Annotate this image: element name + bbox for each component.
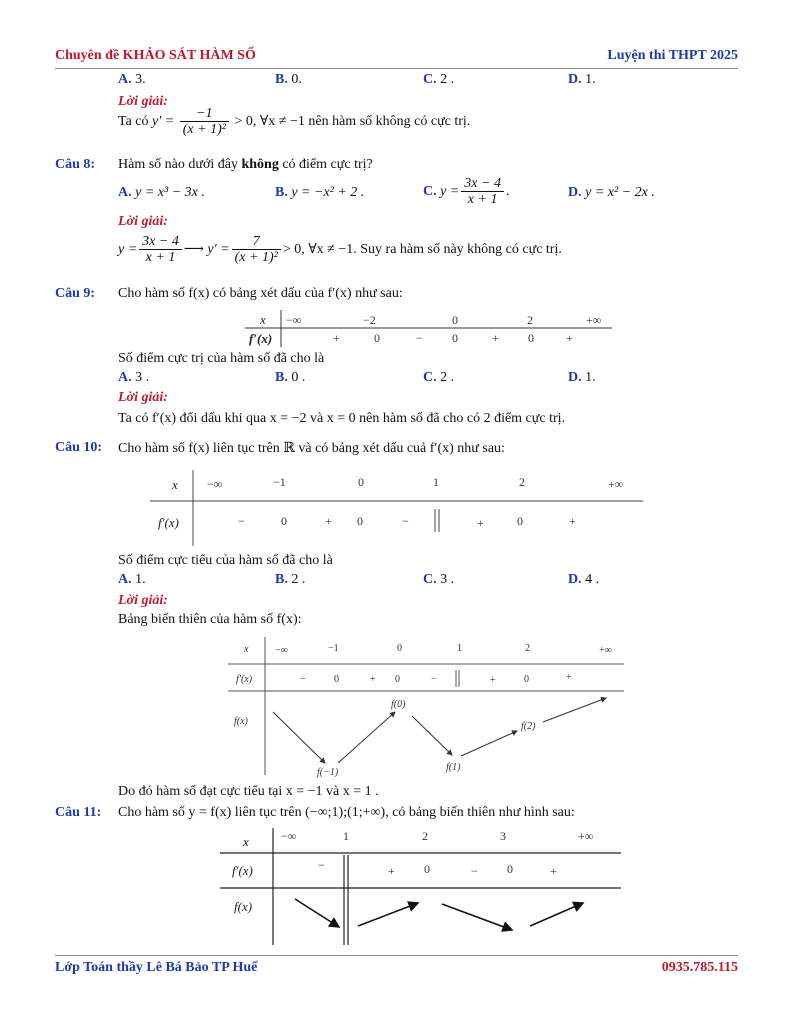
option-label: A. [118,72,132,87]
q9-row-fprime: f′(x) [249,331,273,346]
q8-option-b: B. y = −x² + 2 . [275,185,365,200]
q11-s2: 0 [424,862,430,876]
q8-label: Câu 8: [55,157,96,172]
q11-row-x: x [243,834,249,849]
q10-solution-label: Lời giải: [118,593,168,608]
q8-solution: y = $\frac{3x - 4}{x + 1}$ ⟶ y′ = $\frac{7}{\text{(x + 1)²}}$ > 0, ∀x ≠ −1. Suy ra hàm số này không có cực trị. [118,234,562,266]
q10-x1: −1 [273,475,286,489]
q11-x2: 2 [422,829,428,843]
q11-s5: + [550,864,557,878]
q11-label: Câu 11: [55,805,102,820]
q9-s0: + [333,331,340,345]
q9-s6: + [566,331,573,345]
vt-s7: + [566,672,572,683]
q11-s4: 0 [507,862,513,876]
q10-s0: − [238,514,245,528]
q7-solution-label: Lời giải: [118,94,168,109]
q9-label: Câu 9: [55,286,96,301]
q11-s1: + [388,864,395,878]
q10-x0: −∞ [207,477,223,491]
q10-x5: +∞ [608,477,624,491]
q9-option-d: D. 1. [568,370,596,385]
q9-s2: − [416,331,423,345]
q7-solution: Ta có y′ = $\frac{-1}{\text{(x + 1)²}}$ > 0, ∀x ≠ −1 nên hàm số không có cực trị. [118,106,471,138]
q9-option-c: C. 2 . [423,370,455,385]
header-subtitle: Luyện thi THPT 2025 [607,48,738,63]
q8-option-c: C. y = $\frac{3x - 4}{x + 1}$ . [423,176,510,208]
q9-s4: + [492,331,499,345]
q11-text: Cho hàm số y = f(x) liên tục trên (−∞;1);(1;+∞), có bảng biến thiên như hình sau: [118,805,575,820]
q11-x0: −∞ [281,829,297,843]
q10-text: Cho hàm số f(x) liên tục trên ℝ và có bảng xét dấu cuả f′(x) như sau: [118,441,505,456]
q8-text: Hàm số nào dưới đây không có điểm cực trị? [118,157,373,172]
q9-x2: 0 [452,313,458,327]
header-title: Chuyên đề KHẢO SÁT HÀM SỐ [55,48,256,63]
q11-x1: 1 [343,829,349,843]
q9-solution-label: Lời giải: [118,390,168,405]
vt-row-f: f(x) [234,716,248,727]
vt-val-fm1: f(−1) [317,767,339,778]
option-value: 2 . [440,72,455,87]
footer-left: Lớp Toán thầy Lê Bá Bảo TP Huế [55,960,258,975]
q11-row-fprime: f′(x) [232,863,253,878]
vt-row-x: x [244,644,249,655]
vt-s3: 0 [395,674,400,685]
option-value: 0. [291,72,302,87]
q10-s6: 0 [517,514,523,528]
q10-option-c: C. 3 . [423,572,455,587]
footer-rule [55,955,738,956]
vt-s1: 0 [334,674,339,685]
vt-val-f2: f(2) [521,721,536,732]
q10-option-d: D. 4 . [568,572,600,587]
q10-row-fprime: f′(x) [158,515,179,530]
q9-x3: 2 [527,313,533,327]
q10-s3: 0 [357,514,363,528]
q9-s3: 0 [452,331,458,345]
q9-x0: −∞ [286,313,302,327]
vt-x5: +∞ [599,645,612,656]
q8-solution-label: Lời giải: [118,214,168,229]
q9-option-a: A. 3 . [118,370,150,385]
q10-s4: − [402,514,409,528]
vt-x2: 0 [397,643,402,654]
footer-right: 0935.785.115 [661,960,738,975]
q8-option-a: A. y = x³ − 3x . [118,185,205,200]
q8-option-d: D. y = x² − 2x . [568,185,655,200]
q11-x3: 3 [500,829,506,843]
vt-row-fprime: f′(x) [236,674,253,685]
vt-val-f0: f(0) [391,699,406,710]
q11-row-f: f(x) [234,899,253,914]
q9-x1: −2 [363,313,376,327]
vt-s4: − [431,674,437,685]
q9-x4: +∞ [586,313,602,327]
option-value: 3. [135,72,146,87]
q10-label: Câu 10: [55,440,103,455]
option-value: 1. [585,72,596,87]
q11-s0: − [318,858,325,872]
q10-s5: + [477,516,484,530]
q10-s2: + [325,514,332,528]
q10-x2: 0 [358,475,364,489]
q9-solution: Ta có f′(x) đổi dấu khi qua x = −2 và x = 0 nên hàm số đã cho có 2 điểm cực trị. [118,411,566,426]
q11-s3: − [471,864,478,878]
q10-row-x: x [172,477,178,492]
option-label: B. [275,72,288,87]
vt-s2: + [370,674,376,685]
q10-solution: Bảng biến thiên của hàm số f(x): [118,612,302,627]
q9-option-b: B. 0 . [275,370,306,385]
vt-x0: −∞ [275,645,288,656]
q10-option-a: A. 1. [118,572,146,587]
q9-text: Cho hàm số f(x) có bảng xét dấu của f′(x) như sau: [118,286,403,301]
vt-s5: + [490,675,496,686]
q9-question: Số điểm cực trị của hàm số đã cho là [118,351,325,366]
vt-val-f1: f(1) [446,762,461,773]
vt-s0: − [300,674,306,685]
q9-s1: 0 [374,331,380,345]
q10-option-b: B. 2 . [275,572,306,587]
vt-x1: −1 [328,643,339,654]
q10-conclusion: Do đó hàm số đạt cực tiểu tại x = −1 và x = 1 . [118,784,379,799]
q10-x4: 2 [519,475,525,489]
vt-x4: 2 [525,643,530,654]
q9-row-x: x [260,312,266,327]
q9-s5: 0 [528,331,534,345]
q10-s7: + [569,514,576,528]
q10-x3: 1 [433,475,439,489]
vt-x3: 1 [457,643,462,654]
q10-s1: 0 [281,514,287,528]
option-label: C. [423,72,437,87]
option-label: D. [568,72,582,87]
q11-x4: +∞ [578,829,594,843]
vt-s6: 0 [524,674,529,685]
q10-question: Số điểm cực tiểu của hàm số đã cho là [118,553,333,568]
